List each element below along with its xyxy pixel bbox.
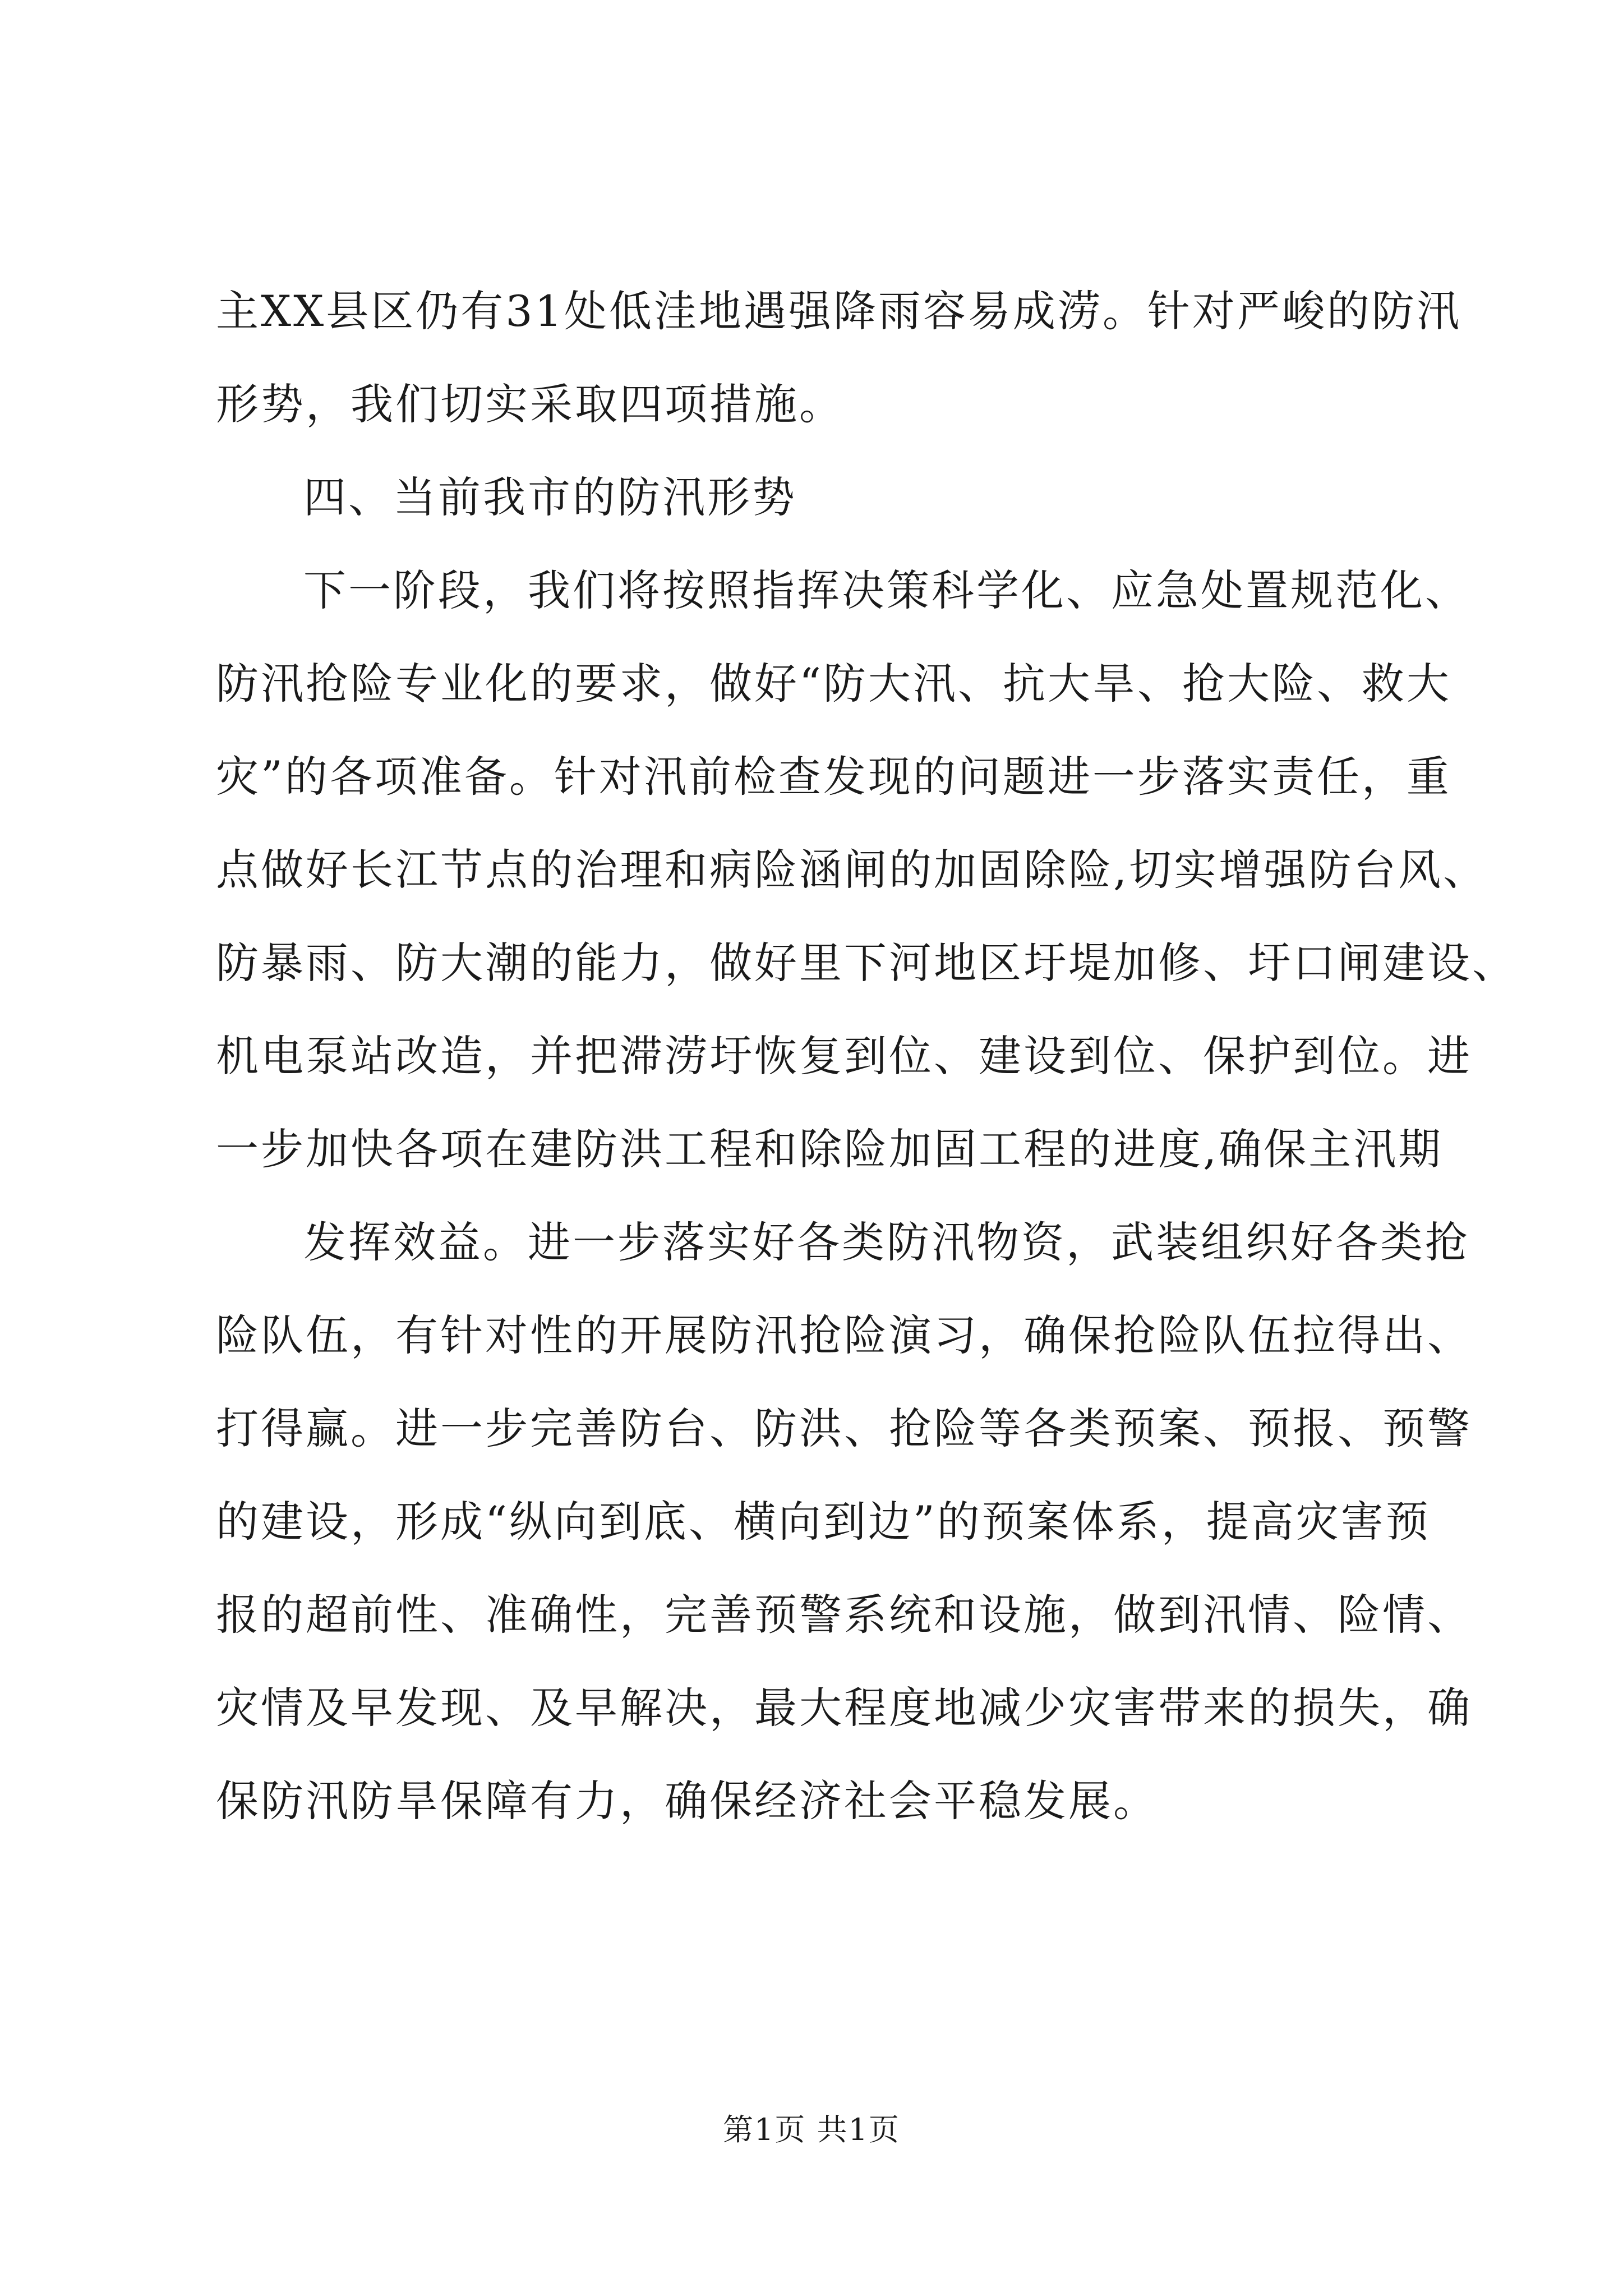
text-line: 的建设，形成“纵向到底、横向到边”的预案体系，提高灾害预 [216,1497,1431,1547]
section-heading: 四、当前我市的防汛形势 [303,472,797,522]
text-line: 主XX县区仍有31处低洼地遇强降雨容易成涝。针对严峻的防汛 [216,286,1461,336]
page-footer: 第1页 共1页 [723,2112,900,2147]
text-line: 点做好长江节点的治理和病险涵闸的加固除险,切实增强防台风、 [216,845,1488,895]
text-line: 灾情及早发现、及早解决，最大程度地减少灾害带来的损失，确 [216,1683,1472,1733]
text-line: 形势，我们切实采取四项措施。 [216,379,844,429]
text-line: 机电泵站改造，并把滞涝圩恢复到位、建设到位、保护到位。进 [216,1031,1472,1081]
text-line: 下一阶段，我们将按照指挥决策科学化、应急处置规范化、 [303,565,1470,615]
text-line: 发挥效益。进一步落实好各类防汛物资，武装组织好各类抢 [303,1217,1470,1267]
text-line: 防汛抢险专业化的要求，做好“防大汛、抗大旱、抢大险、救大 [216,659,1451,708]
text-line: 一步加快各项在建防洪工程和除险加固工程的进度,确保主汛期 [216,1124,1444,1174]
document-body [216,265,1517,1848]
text-line: 险队伍，有针对性的开展防汛抢险演习，确保抢险队伍拉得出、 [216,1310,1472,1360]
text-line: 灾”的各项准备。针对汛前检查发现的问题进一步落实责任，重 [216,752,1451,802]
text-line: 打得赢。进一步完善防台、防洪、抢险等各类预案、预报、预警 [216,1404,1472,1453]
text-line: 防暴雨、防大潮的能力，做好里下河地区圩堤加修、圩口闸建设、 [216,938,1517,988]
text-line: 保防汛防旱保障有力，确保经济社会平稳发展。 [216,1776,1158,1826]
text-line: 报的超前性、准确性，完善预警系统和设施，做到汛情、险情、 [216,1590,1472,1640]
